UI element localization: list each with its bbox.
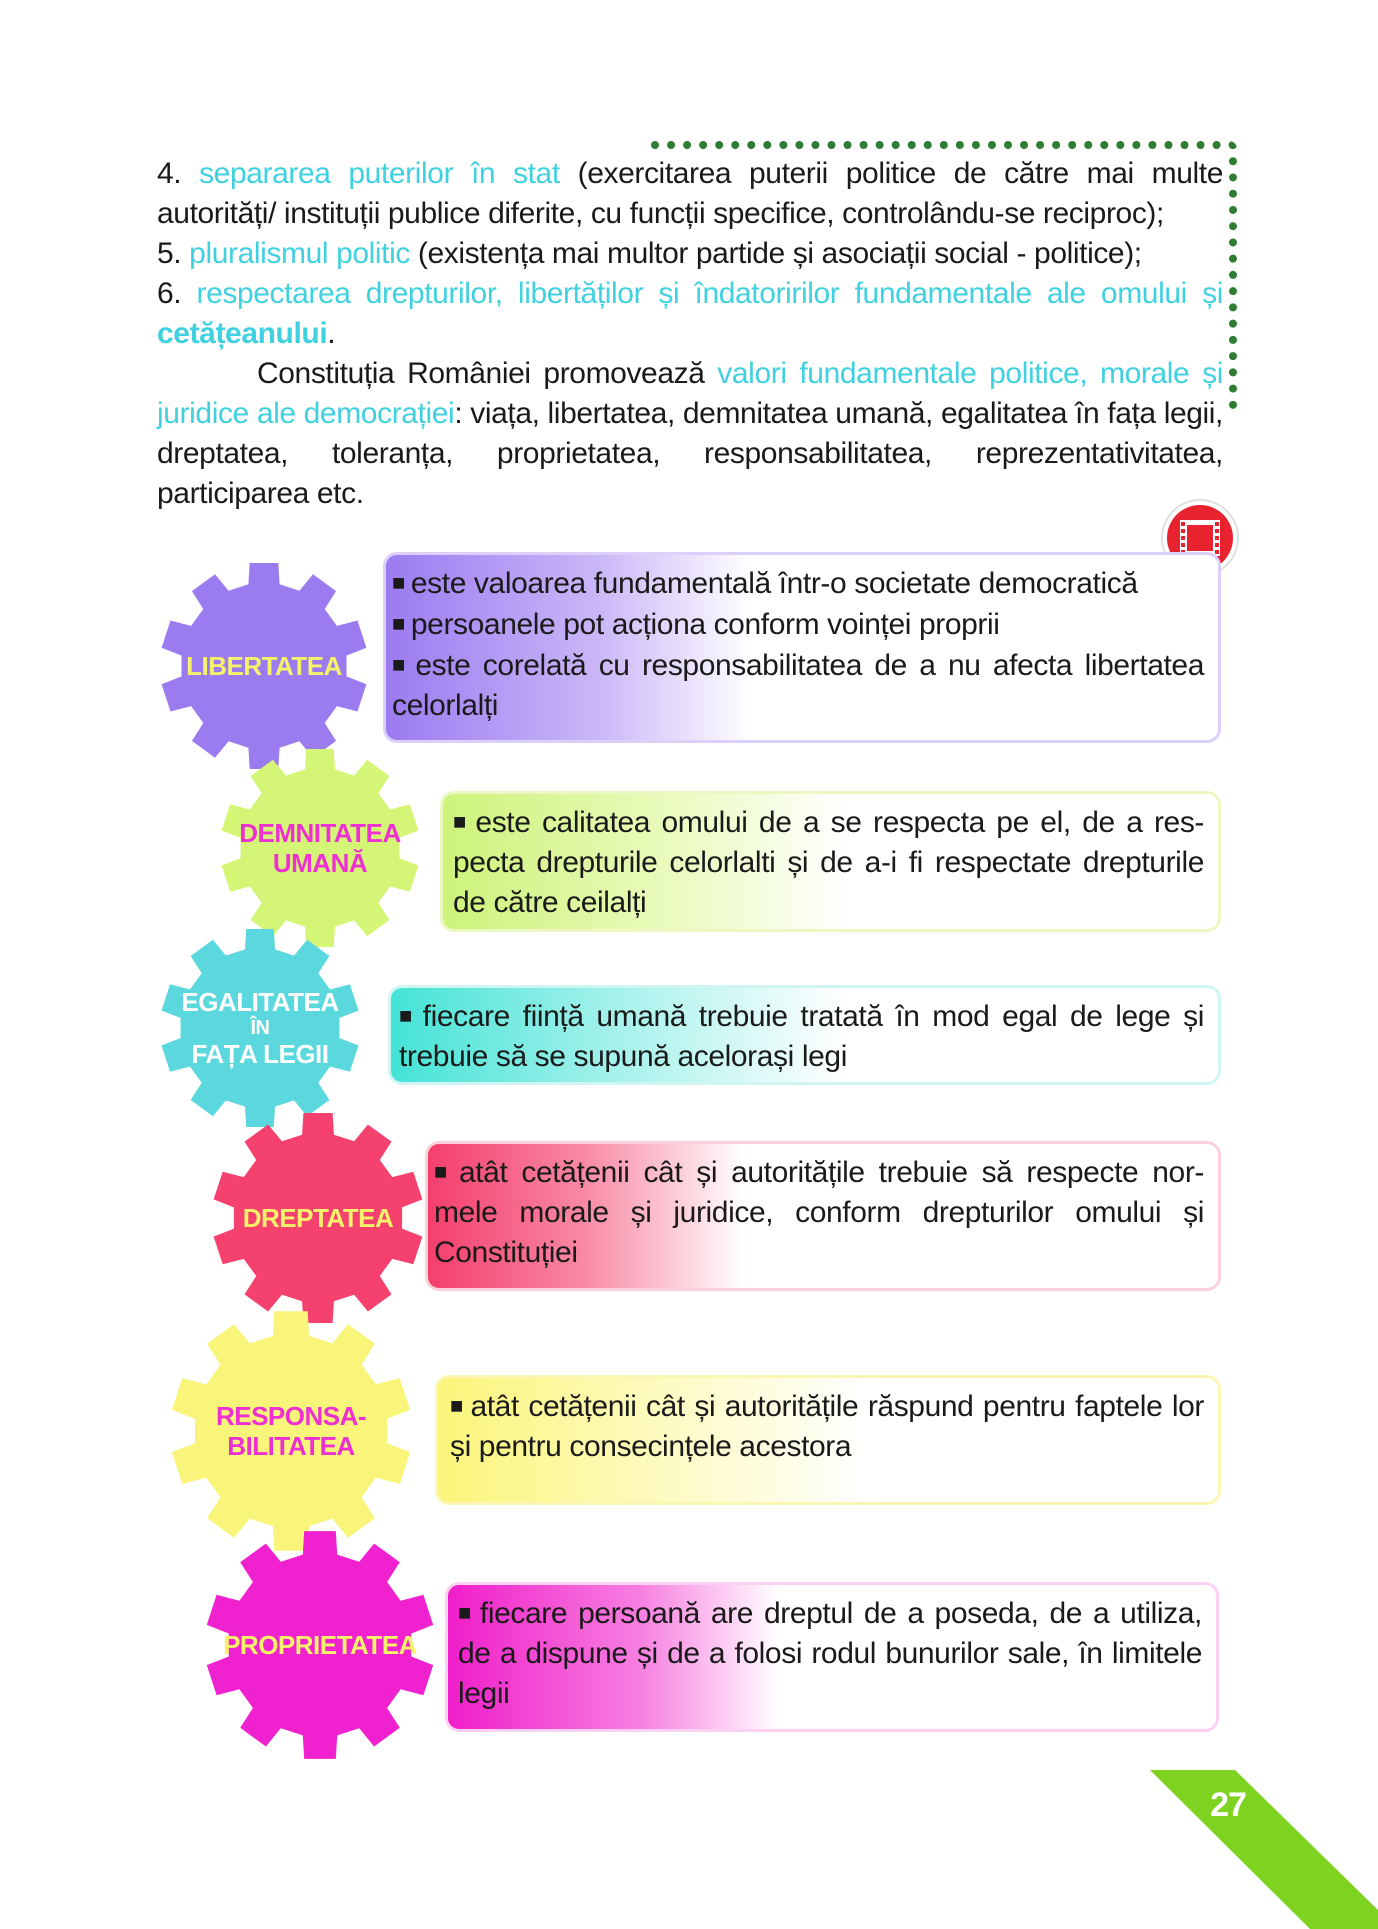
bullet-icon: ■ xyxy=(453,809,470,834)
value-box-demnitatea xyxy=(440,791,1221,932)
gear-label-responsabilitatea xyxy=(170,1401,412,1461)
gear-label-proprietatea xyxy=(205,1630,435,1660)
bullet-item xyxy=(450,1386,1204,1467)
bullet-text: atât cetățenii cât și autoritățile răspund pentru faptele lor și pentru consecințele acestora xyxy=(450,1390,1204,1463)
highlight-term: pluralismul politic xyxy=(189,237,410,270)
bullet-text: este valoarea fundamentală într-o societate democratică xyxy=(410,567,1138,600)
gear-label-line: BILITATEA xyxy=(227,1431,355,1461)
gear-label-dreptatea xyxy=(212,1203,424,1233)
bullet-item xyxy=(392,604,1204,645)
bullet-item xyxy=(458,1593,1202,1714)
page-corner xyxy=(1150,1770,1378,1929)
bullet-icon: ■ xyxy=(458,1600,474,1625)
gear-label-line: FAȚA LEGII xyxy=(191,1039,329,1069)
bullet-item xyxy=(399,996,1204,1077)
value-box-proprietatea xyxy=(445,1582,1219,1732)
bullet-icon: ■ xyxy=(450,1393,465,1418)
list-item-6: 6. respectarea drepturilor, libertăților și îndatoririlor fundamentale ale omului și cetățeanului. xyxy=(157,277,1224,350)
gear-label-line: ÎN xyxy=(250,1017,270,1039)
page-number: 27 xyxy=(1210,1786,1246,1824)
bullet-item xyxy=(434,1152,1204,1273)
bullet-item xyxy=(392,645,1204,726)
highlight-term: separarea puterilor în stat xyxy=(199,157,560,190)
bullet-text: este corelată cu responsabilitatea de a nu afecta libertatea celorlalți xyxy=(392,649,1204,722)
gear-label-line: RESPONSA- xyxy=(215,1401,367,1431)
highlight-term-bold: cetățeanului xyxy=(157,317,328,350)
gear-label-line: EGALITATEA xyxy=(181,987,339,1017)
bullet-text: fiecare persoană are dreptul de a poseda, de a utiliza, de a dispune și de a folosi rodul bunurilor sale, în limitele legii xyxy=(458,1597,1202,1710)
bullet-icon: ■ xyxy=(392,570,405,595)
bullet-text: persoanele pot acționa conform voinței proprii xyxy=(410,608,1000,641)
bullet-text: fiecare ființă umană trebuie tratată în mod egal de lege și trebuie să se supună acelorași legi xyxy=(399,1000,1204,1073)
value-box-egalitatea xyxy=(388,985,1221,1085)
bullet-item xyxy=(392,563,1204,604)
values-paragraph: Constituția României promovează valori fundamentale politice, morale și juridice ale democrației: viața, libertatea, demnitatea umană, egalitatea în fața legii, dreptatea, toleranța, proprietatea, responsabilitatea, reprezentativitatea, participarea etc. xyxy=(157,357,1223,510)
bullet-text: atât cetățenii cât și autoritățile trebuie să respecte nor-mele morale și juridice, conform drepturilor omului și Constituției xyxy=(434,1156,1205,1269)
bullet-text: este calitatea omului de a se respecta pe el, de a res-pecta drepturile celorlalti și de a-i fi respectate drepturile de către ceilalți xyxy=(453,806,1205,919)
list-item-5: 5. pluralismul politic (existența mai multor partide și asociații social - politice); xyxy=(157,237,1142,270)
gear-label-line: PROPRIETATEA xyxy=(223,1630,417,1660)
bullet-icon: ■ xyxy=(399,1003,417,1028)
bullet-icon: ■ xyxy=(434,1159,453,1184)
highlight-term: respectarea drepturilor, libertăților și îndatoririlor fundamentale ale omului și xyxy=(196,277,1224,310)
gear-label-line: DREPTATEA xyxy=(242,1203,394,1233)
value-box-dreptatea xyxy=(425,1141,1221,1291)
gear-label-line: LIBERTATEA xyxy=(186,651,342,681)
gear-label-demnitatea xyxy=(220,818,420,878)
bullet-icon: ■ xyxy=(392,611,405,636)
value-box-responsabilitatea xyxy=(435,1375,1221,1505)
intro-text xyxy=(157,154,1223,514)
bullet-item xyxy=(453,802,1204,923)
gear-label-line: UMANĂ xyxy=(272,848,368,878)
gear-label-egalitatea xyxy=(160,989,360,1067)
highlight-term: valori fundamentale politice, morale și juridice ale democrației xyxy=(157,357,1223,430)
bullet-icon: ■ xyxy=(392,652,410,677)
gear-label-line: DEMNITATEA xyxy=(239,818,401,848)
value-box-libertatea xyxy=(383,552,1221,743)
gear-label-libertatea xyxy=(160,651,368,681)
list-item-4: 4. separarea puterilor în stat (exercitarea puterii politice de către mai multe autorități/ instituții publice diferite, cu funcții specifice, controlându-se reciproc); xyxy=(157,157,1223,230)
